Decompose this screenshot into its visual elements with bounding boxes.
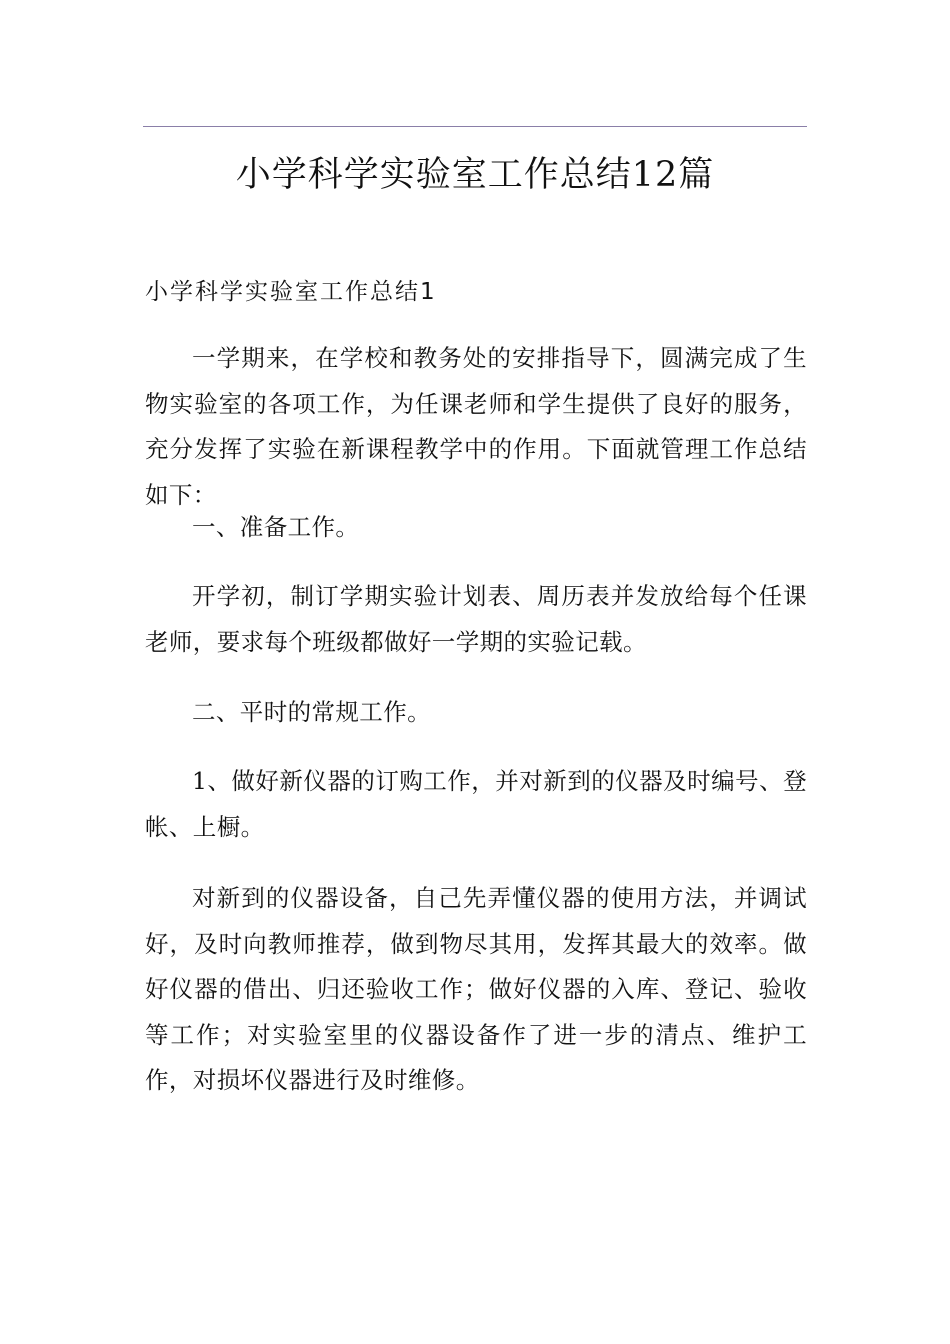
paragraph-heading-routine: 二、平时的常规工作。 [192,698,431,726]
paragraph-heading-preparation: 一、准备工作。 [192,513,360,541]
paragraph-equipment: 对新到的仪器设备，自己先弄懂仪器的使用方法，并调试好，及时向教师推荐，做到物尽其用，发挥其最大的效率。做好仪器的借出、归还验收工作；做好仪器的入库、登记、验收等工作；对实验室里的仪器设备作了进一步的清点、维护工作，对损坏仪器进行及时维修。 [145,884,807,1094]
paragraph-item-1: 1、做好新仪器的订购工作，并对新到的仪器及时编号、登帐、上橱。 [145,767,807,841]
document-title: 小学科学实验室工作总结12篇 [235,155,715,195]
paragraph-intro: 一学期来，在学校和教务处的安排指导下，圆满完成了生物实验室的各项工作，为任课老师和学生提供了良好的服务，充分发挥了实验在新课程教学中的作用。下面就管理工作总结如下： [145,344,807,509]
paragraph-preparation: 开学初，制订学期实验计划表、周历表并发放给每个任课老师，要求每个班级都做好一学期的实验记载。 [145,582,807,656]
header-rule [143,126,807,127]
section-heading: 小学科学实验室工作总结1 [145,279,437,305]
